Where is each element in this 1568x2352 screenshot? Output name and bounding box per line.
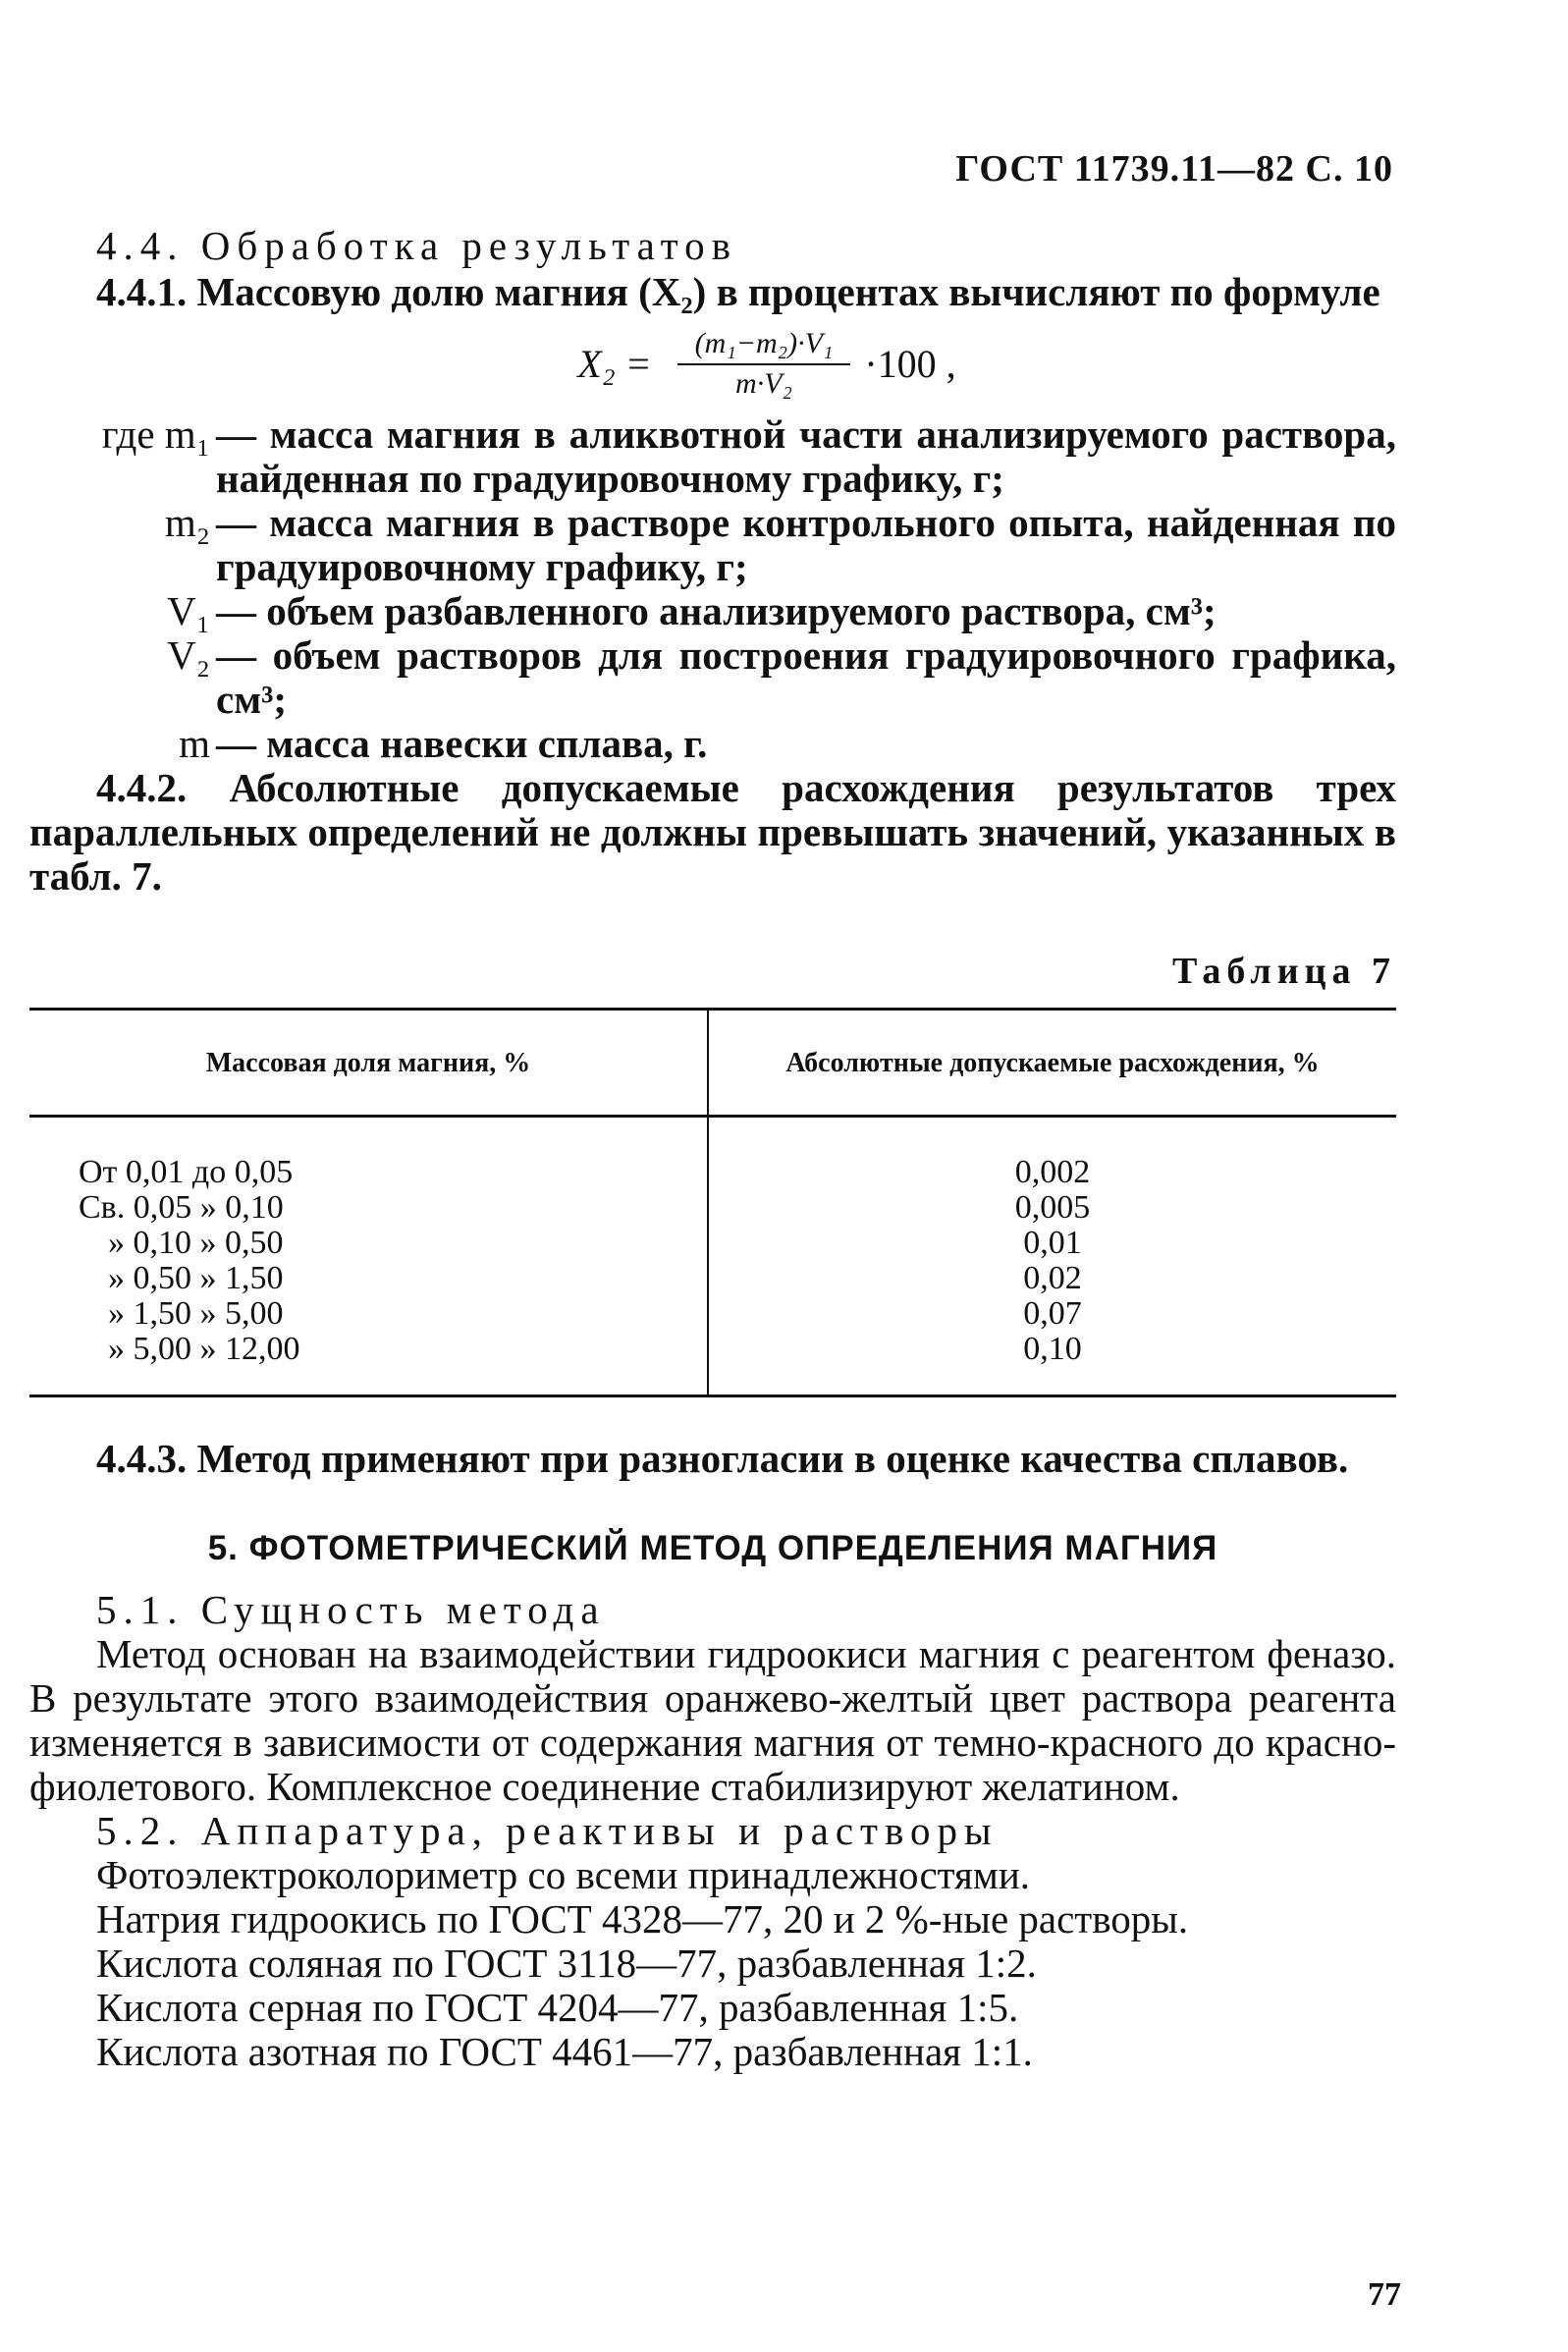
table-cell: 0,01 bbox=[1023, 1225, 1082, 1261]
paragraph-4-4-1: 4.4.1. Массовую долю магния (X₂) в процентах вычисляют по формуле bbox=[96, 269, 1380, 314]
definition-text: — масса магния в аликвотной части анализируемого раствора, найденная по градуировочному графику, г; bbox=[216, 411, 1396, 501]
paragraph-4-4-3: 4.4.3. Метод применяют при разногласии в оценке качества сплавов. bbox=[96, 1436, 1349, 1481]
section-title-5: 5. ФОТОМЕТРИЧЕСКИЙ МЕТОД ОПРЕДЕЛЕНИЯ МАГНИЯ bbox=[207, 1529, 1218, 1567]
tolerance-column bbox=[708, 1117, 1396, 1396]
section-heading-4-4: 4.4. Обработка результатов bbox=[96, 223, 738, 268]
definition-text: — масса магния в растворе контрольного опыта, найденная по градуировочному графику, г; bbox=[216, 500, 1396, 589]
table-body-row bbox=[29, 1117, 1396, 1396]
paragraph-5-1: Метод основан на взаимодействии гидроокиси магния с реагентом феназо. В результате этого взаимодействия оранжево-желтый цвет раствора реагента изменяется в зависимости от содержания магния от темно-красного до красно-фиолетового. Комплексное соединение стабилизируют желатином. bbox=[29, 1631, 1396, 1809]
table-caption: Таблица 7 bbox=[1171, 951, 1396, 992]
definition-text: — объем разбавленного анализируемого раствора, см³; bbox=[216, 588, 1217, 633]
table-cell: 0,002 bbox=[1014, 1154, 1091, 1190]
table-cell: » 0,50 » 1,50 bbox=[108, 1260, 284, 1296]
document-body bbox=[29, 224, 1396, 2074]
table-cell: » 1,50 » 5,00 bbox=[108, 1295, 284, 1332]
list-item: Натрия гидроокись по ГОСТ 4328—77, 20 и 2 %-ные растворы. bbox=[96, 1896, 1189, 1942]
formula-lhs: X₂ = bbox=[577, 341, 652, 386]
definition-symbol: m bbox=[179, 721, 210, 766]
formula-fraction bbox=[677, 324, 851, 403]
list-item: Кислота серная по ГОСТ 4204—77, разбавленная 1:5. bbox=[96, 1985, 1019, 2030]
formula-numerator: (m₁−m₂)·V₁ bbox=[677, 324, 851, 365]
definition-text: — объем растворов для построения градуировочного графика, см³; bbox=[216, 632, 1396, 722]
definition-text: — масса навески сплава, г. bbox=[216, 721, 708, 766]
definition-symbol: где m₁ bbox=[101, 411, 210, 457]
page-header: ГОСТ 11739.11—82 С. 10 bbox=[955, 148, 1393, 190]
table-cell: 0,005 bbox=[1014, 1189, 1091, 1226]
table-header-cell: Абсолютные допускаемые расхождения, % bbox=[708, 1010, 1396, 1117]
table-cell: » 0,10 » 0,50 bbox=[108, 1225, 284, 1261]
page-number: 77 bbox=[1368, 2276, 1401, 2313]
definition-symbol: V₁ bbox=[167, 588, 210, 633]
paragraph-4-4-2: 4.4.2. Абсолютные допускаемые расхождения результатов трех параллельных определений не должны превышать значений, указанных в табл. 7. bbox=[29, 765, 1396, 899]
section-heading-5-1: 5.1. Сущность метода bbox=[96, 1587, 606, 1632]
list-item: Кислота соляная по ГОСТ 3118—77, разбавленная 1:2. bbox=[96, 1941, 1037, 1986]
formula-denominator: m·V₂ bbox=[735, 367, 792, 400]
table-cell: 0,02 bbox=[1023, 1260, 1082, 1296]
formula-tail: ·100 , bbox=[864, 341, 956, 386]
table-cell: Св. 0,05 » 0,10 bbox=[79, 1189, 284, 1226]
table-cell: От 0,01 до 0,05 bbox=[79, 1154, 294, 1190]
definition-symbol: m₂ bbox=[164, 500, 210, 545]
formula-x2 bbox=[137, 314, 1396, 412]
mass-fraction-column bbox=[29, 1117, 708, 1396]
definition-symbol: V₂ bbox=[167, 632, 210, 678]
section-heading-5-2: 5.2. Аппаратура, реактивы и растворы bbox=[96, 1808, 999, 1853]
list-item: Фотоэлектроколориметр со всеми принадлежностями. bbox=[96, 1852, 1031, 1897]
table-cell: 0,10 bbox=[1023, 1331, 1082, 1367]
definitions-list bbox=[29, 412, 1396, 766]
table-header-cell: Массовая доля магния, % bbox=[29, 1010, 708, 1117]
table-cell: 0,07 bbox=[1023, 1295, 1082, 1332]
table-cell: » 5,00 » 12,00 bbox=[108, 1331, 300, 1367]
list-item: Кислота азотная по ГОСТ 4461—77, разбавленная 1:1. bbox=[96, 2029, 1033, 2074]
table-7 bbox=[29, 1008, 1396, 1397]
